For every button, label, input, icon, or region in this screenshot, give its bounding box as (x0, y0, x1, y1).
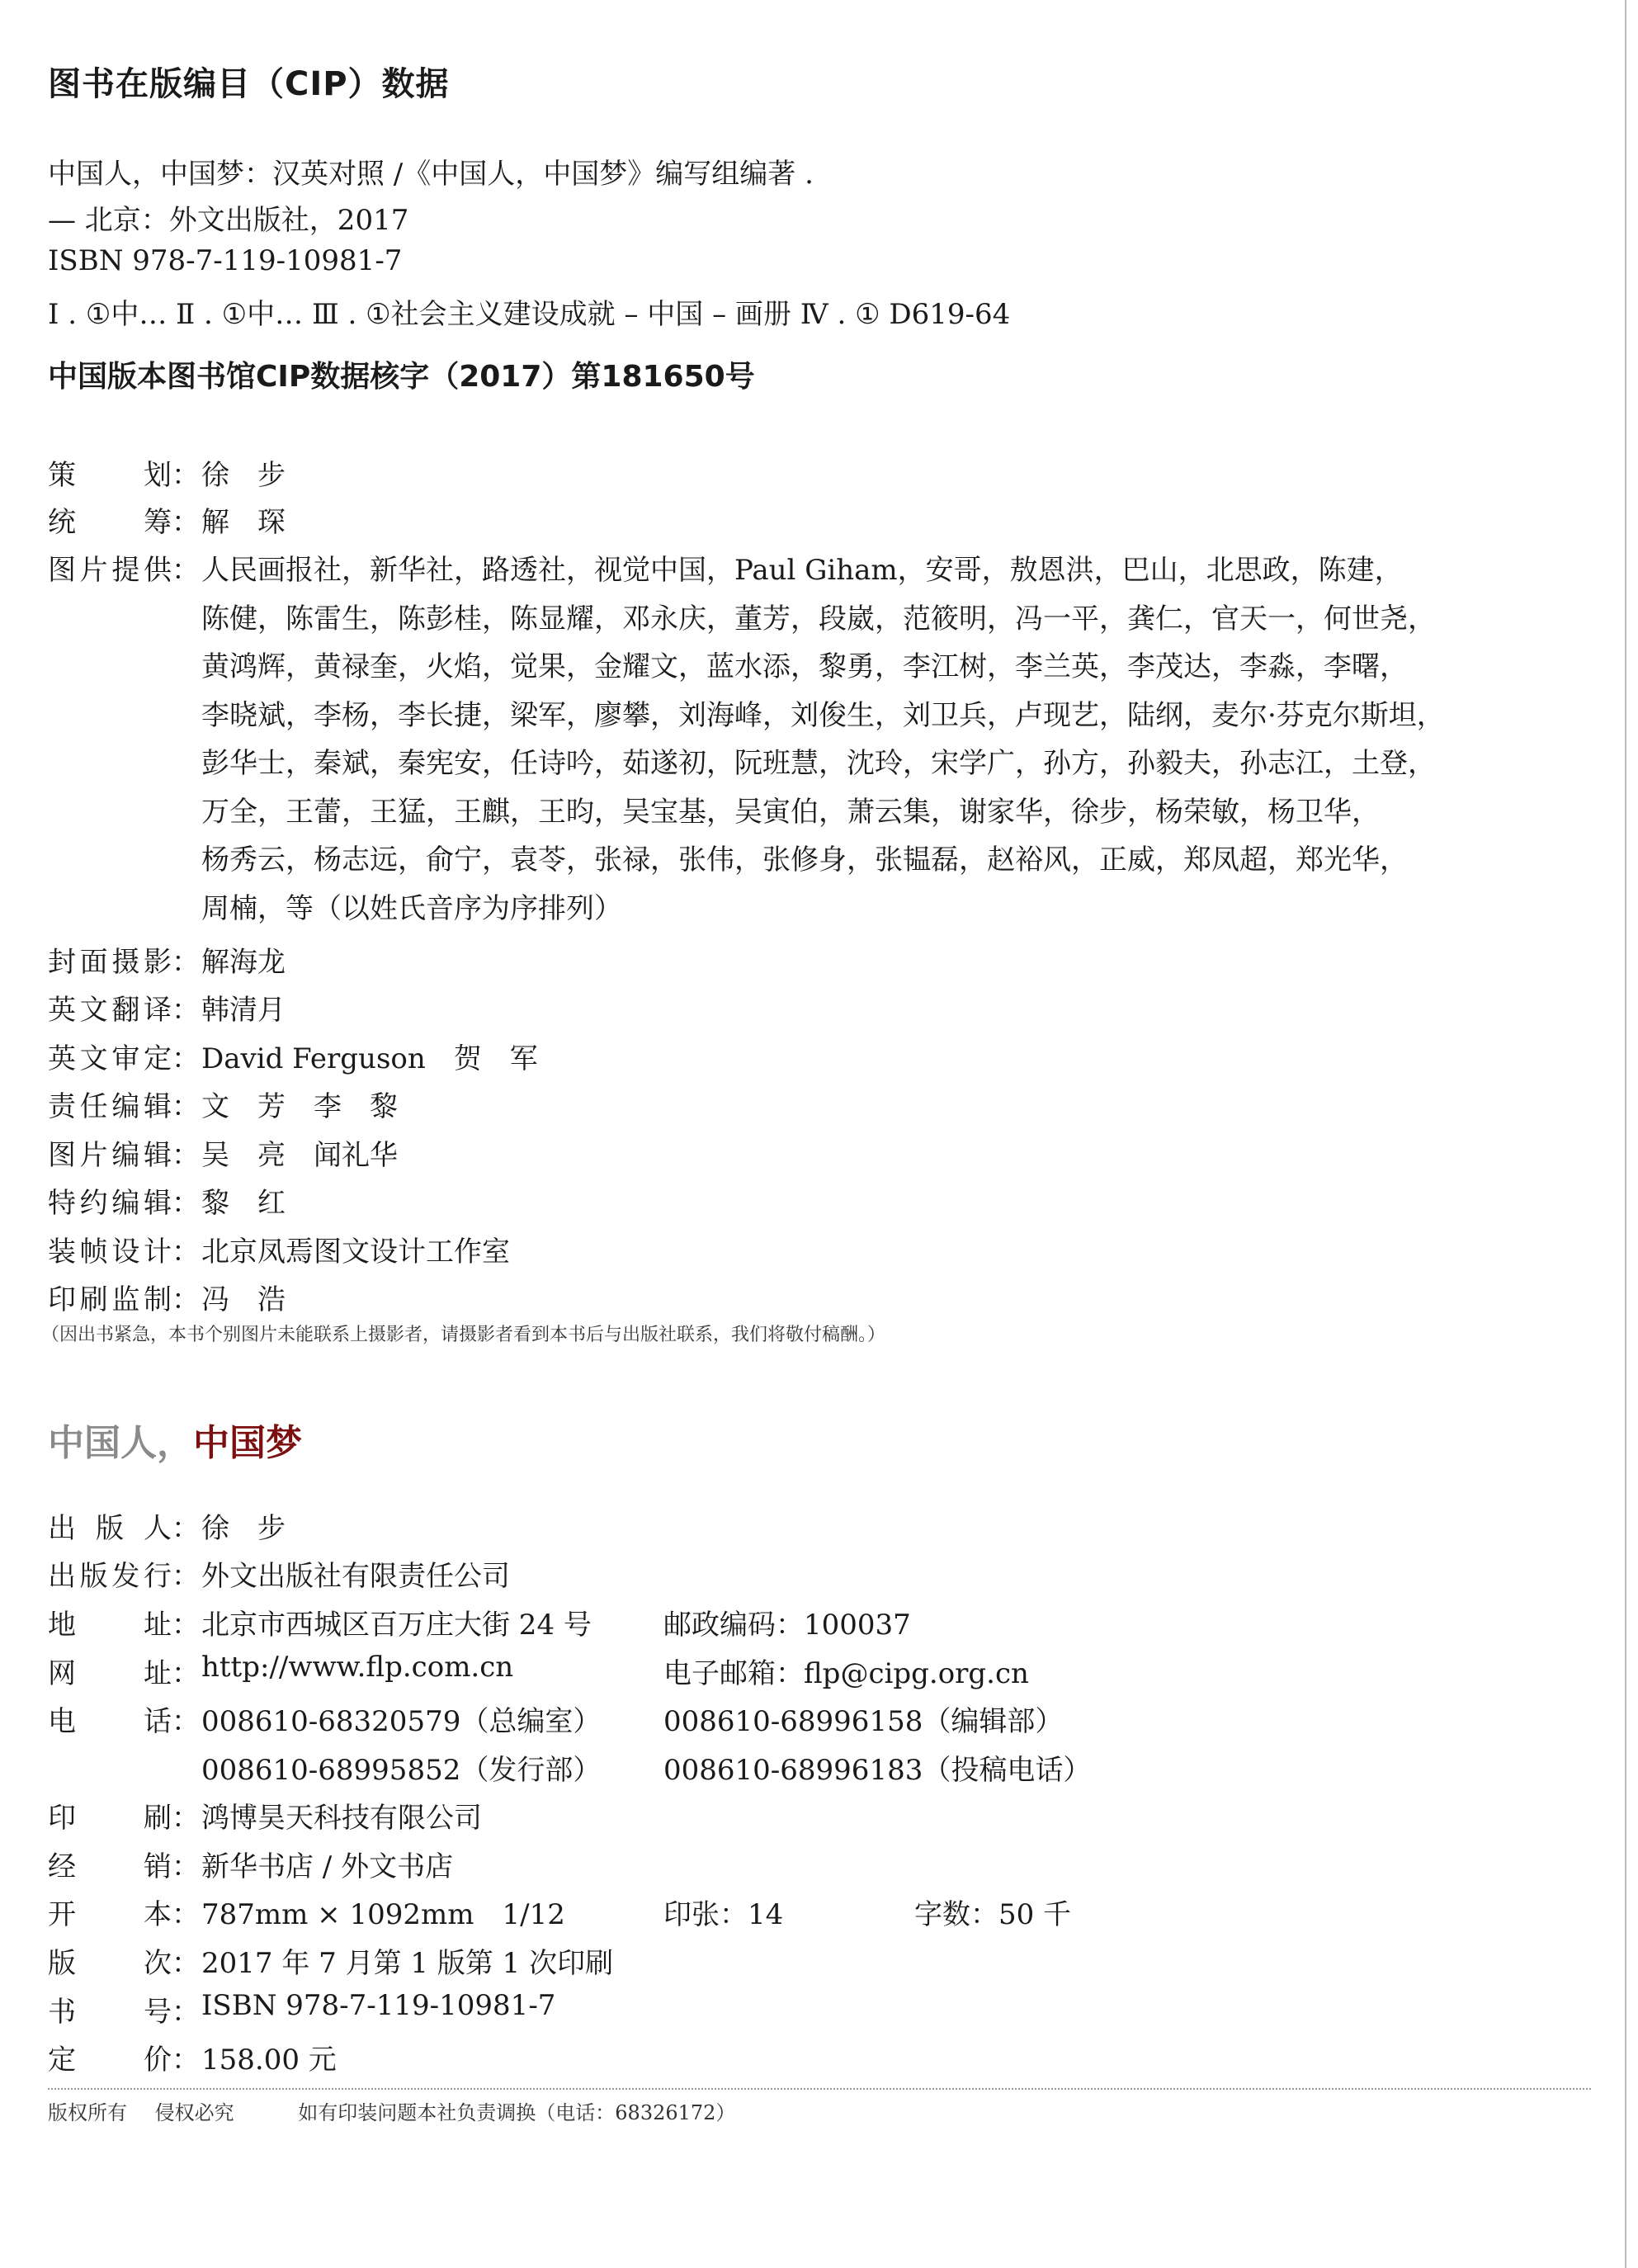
pub-label: 经销 (48, 1850, 172, 1883)
credit-label: 图片编辑 (48, 1139, 172, 1172)
pub-value: 2017 年 7 月第 1 版第 1 次印刷 (201, 1947, 614, 1980)
cip-line-1: 中国人，中国梦：汉英对照 /《中国人，中国梦》编写组编著 . (48, 158, 814, 191)
pub-phone-submission: 008610-68996183（投稿电话） (663, 1754, 1092, 1787)
photo-credits-list (201, 546, 1445, 933)
credit-label: 英文审定 (48, 1042, 172, 1075)
photo-credit-line: 李晓斌，李杨，李长捷，梁军，廖攀，刘海峰，刘俊生，刘卫兵，卢现艺，陆纲，麦尔·芬克尔斯坦， (201, 698, 1445, 732)
credit-label: 策划 (48, 459, 172, 492)
credit-label: 英文翻译 (48, 994, 172, 1027)
page-edge (1625, 0, 1626, 2268)
credit-value: David Ferguson 贺 军 (201, 1042, 538, 1075)
credit-label: 装帧设计 (48, 1236, 172, 1269)
pub-email: 电子邮箱：flp@cipg.org.cn (663, 1657, 1029, 1690)
pub-value: 158.00 元 (201, 2044, 337, 2077)
credit-label: 责任编辑 (48, 1090, 172, 1123)
pub-word-count: 字数：50 千 (914, 1898, 1072, 1931)
pub-label: 出版发行 (48, 1560, 172, 1593)
credit-value: 文 芳 李 黎 (201, 1090, 398, 1123)
footer-divider (48, 2088, 1591, 2090)
pub-label: 电话 (48, 1705, 172, 1738)
pub-value: 008610-68320579（总编室） (201, 1705, 602, 1738)
pub-value: 008610-68995852（发行部） (201, 1754, 602, 1787)
pub-value: 787mm × 1092mm 1/12 (201, 1898, 565, 1931)
photo-credit-line: 万全，王蕾，王猛，王麒，王昀，吴宝基，吴寅伯，萧云集，谢家华，徐步，杨荣敏，杨卫华， (201, 795, 1380, 829)
credit-label: 特约编辑 (48, 1187, 172, 1220)
pub-value: ISBN 978-7-119-10981-7 (201, 1989, 556, 2022)
credit-value: 解 琛 (201, 506, 286, 539)
cip-title: 图书在版编目（CIP）数据 (48, 65, 450, 103)
credit-label: 图片提供 (48, 554, 172, 587)
pub-phone-editorial: 008610-68996158（编辑部） (663, 1705, 1064, 1738)
pub-label: 定价 (48, 2044, 172, 2077)
book-title-part1: 中国人， (48, 1422, 193, 1464)
photo-credit-line: 黄鸿辉，黄禄奎，火焰，觉果，金耀文，蓝水添，黎勇，李江树，李兰英，李茂达，李淼，李曙， (201, 650, 1408, 683)
credit-value: 冯 浩 (201, 1283, 286, 1316)
credit-value: 韩清月 (201, 994, 286, 1027)
pub-value: 鸿博昊天科技有限公司 (201, 1802, 482, 1835)
pub-postcode: 邮政编码：100037 (663, 1609, 911, 1642)
pub-value: 徐 步 (201, 1512, 286, 1545)
pub-value: 新华书店 / 外文书店 (201, 1850, 454, 1883)
pub-value: http://www.flp.com.cn (201, 1651, 514, 1684)
credit-value: 北京凤焉图文设计工作室 (201, 1236, 510, 1269)
footer-rights: 侵权必究 (154, 2101, 234, 2124)
credit-label: 封面摄影 (48, 946, 172, 979)
pub-label: 书号 (48, 1996, 172, 2029)
credit-value: 徐 步 (201, 459, 286, 492)
credit-value: 解海龙 (201, 946, 286, 979)
pub-label: 出版人 (48, 1512, 172, 1545)
pub-label: 地址 (48, 1609, 172, 1642)
credit-value: 黎 红 (201, 1187, 286, 1220)
footer (48, 2096, 757, 2125)
credit-label: 统筹 (48, 506, 172, 539)
footer-notice: 如有印装问题本社负责调换（电话：68326172） (298, 2101, 736, 2124)
book-title-part2: 中国梦 (193, 1422, 302, 1464)
cip-line-3: ISBN 978-7-119-10981-7 (48, 244, 403, 277)
cip-line-2: — 北京：外文出版社，2017 (48, 204, 409, 237)
photo-note: （因出书紧急，本书个别图片未能联系上摄影者，请摄影者看到本书后与出版社联系，我们将敬付稿酬。） (41, 1325, 886, 1345)
photo-credit-line: 周楠，等（以姓氏音序为序排列） (201, 891, 622, 925)
photo-credit-line: 彭华士，秦斌，秦宪安，任诗吟，茹遂初，阮班慧，沈玲，宋学广，孙方，孙毅夫，孙志江，土登， (201, 747, 1436, 780)
footer-copyright: 版权所有 (48, 2101, 127, 2124)
pub-value: 北京市西城区百万庄大街 24 号 (201, 1609, 592, 1642)
cip-line-4: Ⅰ . ①中… Ⅱ . ①中… Ⅲ . ①社会主义建设成就 – 中国 – 画册 Ⅳ . ① D619-64 (48, 298, 1011, 331)
copyright-page: 图书在版编目（CIP）数据 中国人，中国梦：汉英对照 /《中国人，中国梦》编写组编著 . — 北京：外文出版社，2017 ISBN 978-7-119-10981-7 Ⅰ . ①中… Ⅱ . ①中… Ⅲ . ①社会主义建设成就 – 中国 – 画册 Ⅳ . ① D619-64 中国版本图书馆CIP数据核字（2017）第181650号 策划 ： 徐 步 统筹 ： 解 琛 图片提供 ： 人民画报社，新华社，路透社，视觉中国，Paul Giham，安哥，敖恩洪，巴山，北思政，陈建， 陈健，陈雷生，陈彭桂，陈显耀，邓永庆，董芳，段崴，范筱明，冯一平，龚仁，官天一，何世尧， 黄鸿辉，黄禄奎，火焰，觉果，金耀文，蓝水添，黎勇，李江树，李兰英，李茂达，李淼，李曙， 李晓斌，李杨，李长捷，梁军，廖攀，刘海峰，刘俊生，刘卫兵，卢现艺，陆纲，麦尔·芬克尔斯坦， 彭华士，秦斌，秦宪安，任诗吟，茹遂初，阮班慧，沈玲，宋学广，孙方，孙毅夫，孙志江，土登， 万全，王蕾，王猛，王麒，王昀，吴宝基，吴寅伯，萧云集，谢家华，徐步，杨荣敏，杨卫华， 杨秀云，杨志远，俞宁，袁苓，张禄，张伟，张修身，张韫磊，赵裕风，正威，郑凤超，郑光华， 周楠，等（以姓氏音序为序排列） 封面摄影 ： 解海龙 英文翻译 ： 韩清月 英文审定 ： David Ferguson 贺 军 责任编辑 ： 文 芳 李 黎 图片编辑 ： 吴 亮 闻礼华 特约编辑 ： 黎 红 装帧设计 ： 北京凤焉图文设计工作室 印刷监制 ： 冯 浩 （因出书紧急，本书个别图片未能联系上摄影者，请摄影者看到本书后与出版社联系，我们将敬付稿酬。） 中国人，中国梦 出版人 ： 徐 步 出版发行 ： 外文出版社有限责任公司 地址 ： 北京市西城区百万庄大街 24 号 邮政编码：100037 网址 ： http://www.flp.com.cn 电子邮箱：flp@cipg.org.cn 电话 ： 008610-68320579（总编室） 008610-68996158（编辑部） 008610-68995852（发行部） 008610-68996183（投稿电话） 印刷 ： 鸿博昊天科技有限公司 经销 ： 新华书店 / 外文书店 开本 ： 787mm × 1092mm 1/12 印张：14 字数：50 千 版次 ： 2017 年 7 月第 1 版第 1 次印刷 书号 ： ISBN 978-7-119-10981-7 定价 ： 158.00 元 版权所有 侵权必究 如有印装问题本社负责调换（电话：68326172） (0, 0, 1638, 2268)
credit-label: 印刷监制 (48, 1283, 172, 1316)
photo-credit-line: 陈健，陈雷生，陈彭桂，陈显耀，邓永庆，董芳，段崴，范筱明，冯一平，龚仁，官天一，何世尧， (201, 602, 1436, 636)
pub-sheets: 印张：14 (663, 1898, 784, 1931)
photo-credit-line: 杨秀云，杨志远，俞宁，袁苓，张禄，张伟，张修身，张韫磊，赵裕风，正威，郑凤超，郑光华， (201, 843, 1408, 876)
pub-label: 版次 (48, 1947, 172, 1980)
cip-verify-number: 中国版本图书馆CIP数据核字（2017）第181650号 (48, 360, 755, 394)
photo-credit-line: 人民画报社，新华社，路透社，视觉中国，Paul Giham，安哥，敖恩洪，巴山，北思政，陈建， (201, 554, 1403, 587)
book-title (48, 1413, 302, 1466)
pub-label: 开本 (48, 1898, 172, 1931)
credit-value: 吴 亮 闻礼华 (201, 1139, 398, 1172)
pub-value: 外文出版社有限责任公司 (201, 1560, 510, 1593)
pub-label: 印刷 (48, 1802, 172, 1835)
pub-label: 网址 (48, 1657, 172, 1690)
